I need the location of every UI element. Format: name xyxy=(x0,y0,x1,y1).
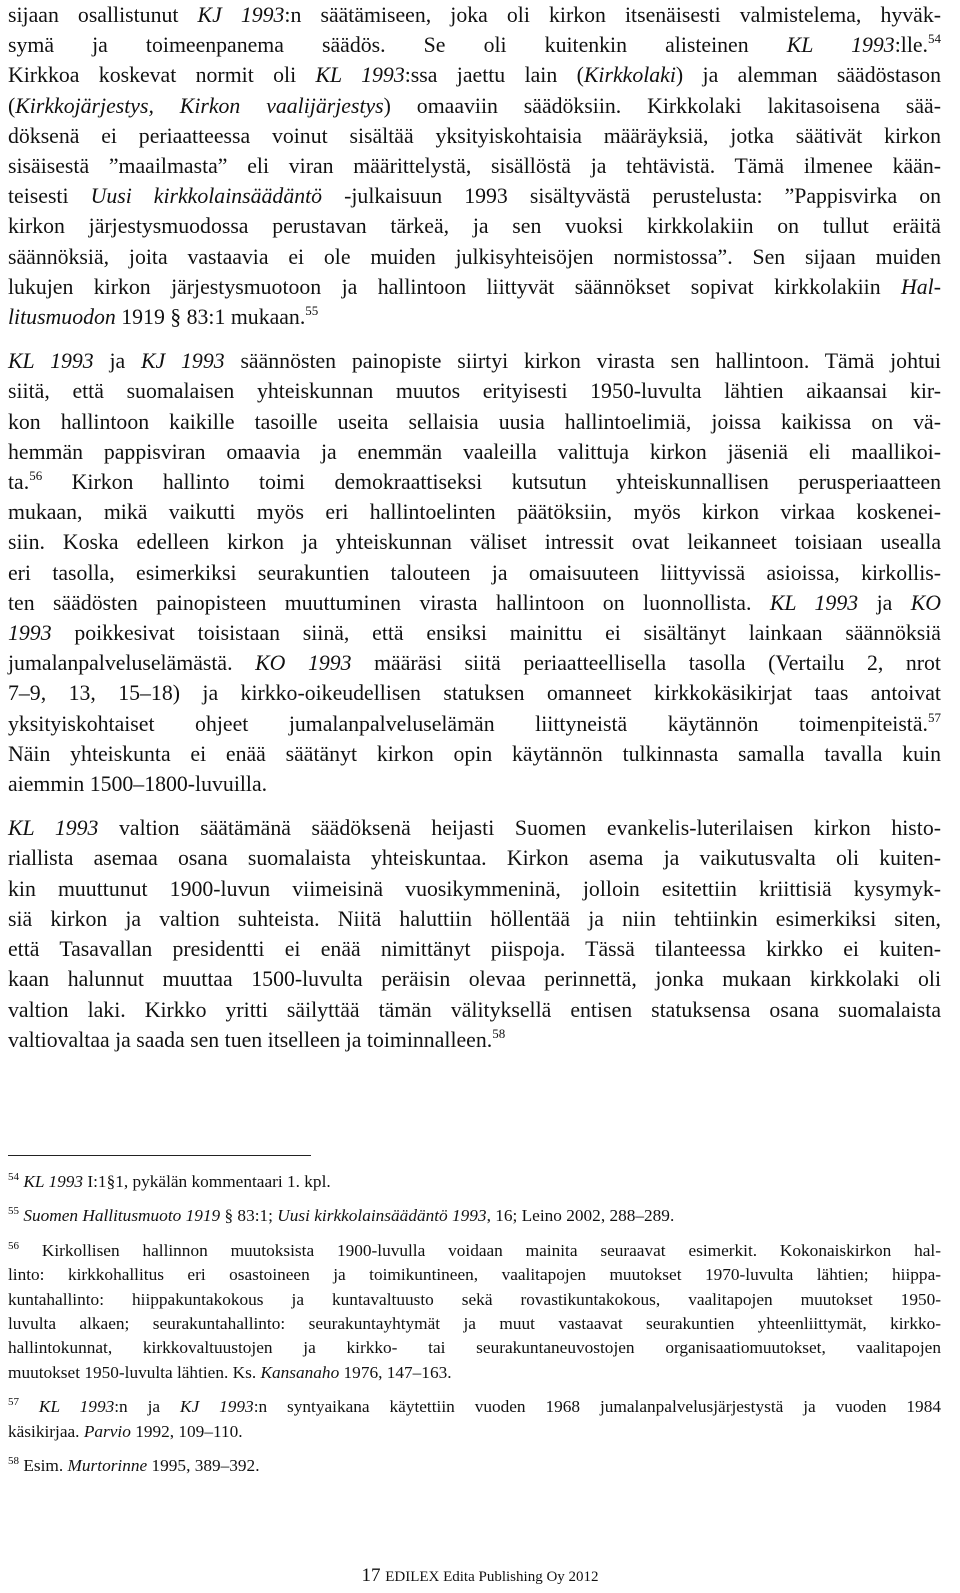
text-run: symä ja toimeenpanema säädös. Se oli kuitenkin alisteinen xyxy=(8,33,787,58)
text-run: :n syntyaikana käytettiin vuoden 1968 jumalanpalvelusjärjestystä ja vuoden 1984 xyxy=(253,1397,941,1417)
text-line xyxy=(8,1420,941,1444)
text-run: Uusi kirkkolainsäädäntö 1993 xyxy=(277,1206,487,1226)
text-line xyxy=(8,709,941,739)
text-run: eri tasolla, esimerkiksi seurakuntien talouteen ja omaisuuteen liittyvissä asioissa, kirkollis- xyxy=(8,560,941,585)
text-run: KL 1993 xyxy=(786,33,895,58)
text-line xyxy=(8,30,941,60)
text-run: mukaan, mikä vaikutti myös eri hallintoelinten päätöksiin, myös kirkon virkaa koskenei- xyxy=(8,500,941,525)
text-line xyxy=(8,843,941,873)
text-run: döksenä ei periaatteessa voinut sisältää yksityiskohtaisia määräyksiä, jotka säätivät kirkon xyxy=(8,123,941,148)
text-line xyxy=(8,995,941,1025)
text-run: Näin yhteiskunta ei enää säätänyt kirkon opin käytännön tulkinnasta samalla tavalla kuin xyxy=(8,741,941,766)
text-line xyxy=(8,407,941,437)
text-line xyxy=(8,211,941,241)
text-run: Hal- xyxy=(901,274,941,299)
text-run: :ssa jaettu lain ( xyxy=(404,63,584,88)
footnote xyxy=(8,1239,941,1385)
text-run: linto: kirkkohallitus eri osastoineen ja toimikuntineen, vaalitapojen muutokset 1970-luvulta lähtien; hiippa- xyxy=(8,1265,941,1285)
text-line xyxy=(8,302,941,332)
text-line xyxy=(8,588,941,618)
body-text xyxy=(8,0,941,1069)
note-ref: 54 xyxy=(8,1171,19,1183)
text-line xyxy=(8,558,941,588)
text-run: valtion säätämänä säädöksenä heijasti Suomen evankelis-luterilaisen kirkon histo- xyxy=(98,816,942,841)
note-ref: 57 xyxy=(928,709,941,725)
text-run: :lle. xyxy=(894,33,928,58)
paragraph xyxy=(8,0,941,332)
text-line xyxy=(8,1312,941,1336)
text-run: lukujen kirkon järjestysmuotoon ja hallintoon liittyvät säännökset sopivat kirkkolakiin xyxy=(8,274,902,299)
text-run: riallista asemaa osana suomalaista yhteiskuntaa. Kirkon asema ja vaikutusvalta oli kuiten- xyxy=(8,846,941,871)
text-run: muutokset 1950-luvulta lähtien. Ks. xyxy=(8,1362,261,1382)
footnotes xyxy=(8,1170,941,1488)
text-run: säännöksiä, joita vastaavia ei ole muiden julkisyhteisöjen normistossa”. Sen sijaan muiden xyxy=(8,244,941,269)
note-ref: 57 xyxy=(8,1396,19,1409)
text-run: että Tasavallan presidentti ei enää nimittänyt piispoja. Tässä tilanteessa kirkko ei kuiten- xyxy=(8,937,941,962)
text-run: KL 1993 xyxy=(8,349,94,374)
text-run: ) omaaviin säädöksiin. Kirkkolaki lakitasoisena sää- xyxy=(383,93,941,118)
footnote-list xyxy=(8,1170,941,1478)
publisher: EDILEX Edita Publishing Oy 2012 xyxy=(385,1569,599,1585)
text-run: sisäisestä ”maailmasta” eli viran määrittelystä, sisällöstä ja tehtävistä. Tämä ilmenee kään- xyxy=(8,154,941,179)
text-line xyxy=(8,242,941,272)
text-line xyxy=(8,437,941,467)
text-line xyxy=(8,497,941,527)
text-line xyxy=(8,739,941,769)
text-run: kaan halunnut muuttaa 1500-luvulta peräisin olevaa perinnettä, jonka mukaan kirkkolaki oli xyxy=(8,967,941,992)
note-ref: 55 xyxy=(305,303,319,319)
text-run: poikkesivat toisistaan siinä, että ensiksi mainittu ei sisältänyt lainkaan säännöksiä xyxy=(51,621,941,646)
text-line xyxy=(8,1263,941,1287)
text-line xyxy=(8,376,941,406)
text-line xyxy=(8,1025,941,1055)
text-run: Uusi kirkkolainsäädäntö xyxy=(90,184,323,209)
text-line xyxy=(8,272,941,302)
text-line xyxy=(8,678,941,708)
text-run: KJ 1993 xyxy=(141,349,225,374)
paragraph xyxy=(8,813,941,1055)
text-run: Kirkkoa koskevat normit oli xyxy=(8,63,316,88)
text-line xyxy=(8,1454,941,1478)
text-run: KL 1993 xyxy=(8,816,99,841)
text-run: KL 1993 xyxy=(769,590,859,615)
text-run: siin. Koska edelleen kirkon ja yhteiskunnan väliset intressit ovat leikanneet toisiaan usealla xyxy=(8,530,941,555)
text-run: KL 1993 xyxy=(315,63,405,88)
text-line xyxy=(8,91,941,121)
text-run: jumalanpalveluselämästä. xyxy=(8,651,256,676)
text-run: ja xyxy=(93,349,142,374)
text-run: 1995, 389–392. xyxy=(147,1456,260,1476)
text-run: litusmuodon xyxy=(8,305,116,330)
text-line xyxy=(8,618,941,648)
text-line xyxy=(8,769,941,799)
text-run: kuntahallinto: hiippakuntakokous ja kuntavaltuusto sekä rovastikuntakokous, vaalitapojen muutokset 1950- xyxy=(8,1289,941,1309)
page-number: 17 xyxy=(361,1565,381,1586)
text-run: Parvio xyxy=(83,1421,131,1441)
text-run: kin muuttunut 1900-luvun viimeisinä vuosikymmeninä, jolloin esitettiin kriittisiä kysymyk- xyxy=(8,876,941,901)
text-run: teisesti xyxy=(8,184,91,209)
text-run: KL 1993 xyxy=(38,1397,115,1417)
text-line xyxy=(8,934,941,964)
text-run: valtiovaltaa ja saada sen tuen itselleen ja toiminnalleen. xyxy=(8,1027,493,1052)
text-line xyxy=(8,1288,941,1312)
footnote xyxy=(8,1204,941,1228)
text-run: KO xyxy=(910,590,941,615)
text-run: säännösten painopiste siirtyi kirkon virasta sen hallintoon. Tämä johtui xyxy=(224,349,941,374)
text-line xyxy=(8,151,941,181)
text-run: siä kirkon ja valtion suhteista. Niitä haluttiin höllentää ja niin tehtiinkin esimerkiksi siten, xyxy=(8,906,941,931)
note-ref: 58 xyxy=(492,1025,506,1041)
text-line xyxy=(8,648,941,678)
text-run: luvulta alkaen; seurakuntahallinto: seurakuntayhtymät ja muut vastaavat seurakuntien yhteenliittymät, kirkko- xyxy=(8,1314,941,1334)
text-line xyxy=(8,0,941,30)
text-run: kirkon järjestysmuodossa perustavan tärkeä, ja sen vuoksi kirkkolakiin on tullut eräitä xyxy=(8,214,941,239)
text-run: Esim. xyxy=(19,1456,68,1476)
text-run: KL 1993 xyxy=(23,1172,84,1191)
text-run: -julkaisuun 1993 sisältyvästä perustelusta: ”Pappisvirka on xyxy=(322,184,941,209)
text-run: yksityiskohtaiset ohjeet jumalanpalveluselämän liittyneistä käytännön toimenpiteistä. xyxy=(8,711,928,736)
text-run: ) ja alemman säädöstason xyxy=(675,63,941,88)
text-line xyxy=(8,1395,941,1419)
text-run: ta. xyxy=(8,470,30,495)
text-line xyxy=(8,181,941,211)
text-line xyxy=(8,1361,941,1385)
text-line xyxy=(8,1170,941,1194)
text-run: valtion laki. Kirkko yritti säilyttää tämän välityksellä entisen statuksensa osana suomalaista xyxy=(8,997,941,1022)
text-run: hallintokunnat, kirkkovaltuustojen ja kirkko- tai seurakuntaneuvostojen organisaatiomuutokset, vaalitapojen xyxy=(8,1338,941,1358)
text-run: § 83:1; xyxy=(220,1206,278,1226)
text-run: 1919 § 83:1 mukaan. xyxy=(115,305,306,330)
text-line xyxy=(8,964,941,994)
text-run: Kirkon hallinto toimi demokraattiseksi kutsutun yhteiskunnallisen perusperiaatteen xyxy=(42,470,941,495)
text-run: 1993 xyxy=(8,621,52,646)
text-line xyxy=(8,60,941,90)
note-ref: 58 xyxy=(8,1455,19,1468)
text-run: siitä, että suomalaisen yhteiskunnan muutos erityisesti 1950-luvulta lähtien aikaansai kir- xyxy=(8,379,941,404)
footnote xyxy=(8,1454,941,1478)
text-line xyxy=(8,1336,941,1360)
note-ref: 56 xyxy=(29,468,43,484)
text-run: KJ 1993 xyxy=(197,3,285,27)
note-ref: 56 xyxy=(8,1239,19,1252)
text-run: ja xyxy=(858,590,911,615)
page-footer xyxy=(0,1565,960,1587)
text-run: 1992, 109–110. xyxy=(130,1421,243,1441)
text-line xyxy=(8,467,941,497)
text-run: ( xyxy=(8,93,16,118)
paragraph xyxy=(8,346,941,799)
text-line xyxy=(8,346,941,376)
text-line xyxy=(8,121,941,151)
text-run: KJ 1993 xyxy=(180,1397,254,1417)
paragraphs xyxy=(8,0,941,1055)
text-line xyxy=(8,904,941,934)
footnote-separator xyxy=(8,1155,311,1156)
text-run: Kansanaho xyxy=(260,1362,340,1382)
text-run: määräsi siitä periaatteellisella tasolla (Vertailu 2, nrot xyxy=(351,651,941,676)
text-run: Suomen Hallitusmuoto 1919 xyxy=(23,1206,221,1226)
text-run: 1976, 147–163. xyxy=(339,1362,452,1382)
text-run: aiemmin 1500–1800-luvuilla. xyxy=(8,772,268,797)
text-run: :n ja xyxy=(114,1397,180,1417)
text-run: I:1§1, pykälän kommentaari 1. kpl. xyxy=(83,1172,331,1191)
text-run: KO 1993 xyxy=(255,651,352,676)
text-run: Kirkkolaki xyxy=(583,63,676,88)
text-line xyxy=(8,1204,941,1228)
footnote xyxy=(8,1170,941,1194)
footnote xyxy=(8,1395,941,1444)
text-line xyxy=(8,1239,941,1263)
note-ref: 55 xyxy=(8,1205,19,1218)
text-run: sijaan osallistunut xyxy=(8,3,198,27)
text-run: , 16; Leino 2002, 288–289. xyxy=(486,1206,675,1226)
text-run: :n säätämiseen, joka oli kirkon itsenäisesti valmistelema, hyväk- xyxy=(284,3,941,27)
text-run: ten säädösten painopisteen muuttuminen virasta hallintoon on luonnollista. xyxy=(8,590,770,615)
text-line xyxy=(8,874,941,904)
text-run: kon hallintoon kaikille tasoille useita sellaisia uusia hallintoelimiä, joissa kaikissa on vä- xyxy=(8,409,941,434)
text-line xyxy=(8,527,941,557)
text-run xyxy=(19,1397,39,1416)
text-run: 7–9, 13, 15–18) ja kirkko-oikeudellisen statuksen omanneet kirkkokäsikirjat taas antoivat xyxy=(8,681,941,706)
text-run: Kirkkojärjestys, Kirkon vaalijärjestys xyxy=(15,93,384,118)
text-run: Murtorinne xyxy=(67,1456,148,1476)
text-line xyxy=(8,813,941,843)
note-ref: 54 xyxy=(928,31,941,47)
text-run: Kirkollisen hallinnon muutoksista 1900-luvulla voidaan mainita seuraavat esimerkit. Kokonaiskirkon hal- xyxy=(19,1240,941,1260)
text-run: käsikirjaa. xyxy=(8,1421,84,1441)
text-run: hemmän pappisviran omaavia ja enemmän vaaleilla valittuja kirkon jäseniä eli maallikoi- xyxy=(8,439,941,464)
